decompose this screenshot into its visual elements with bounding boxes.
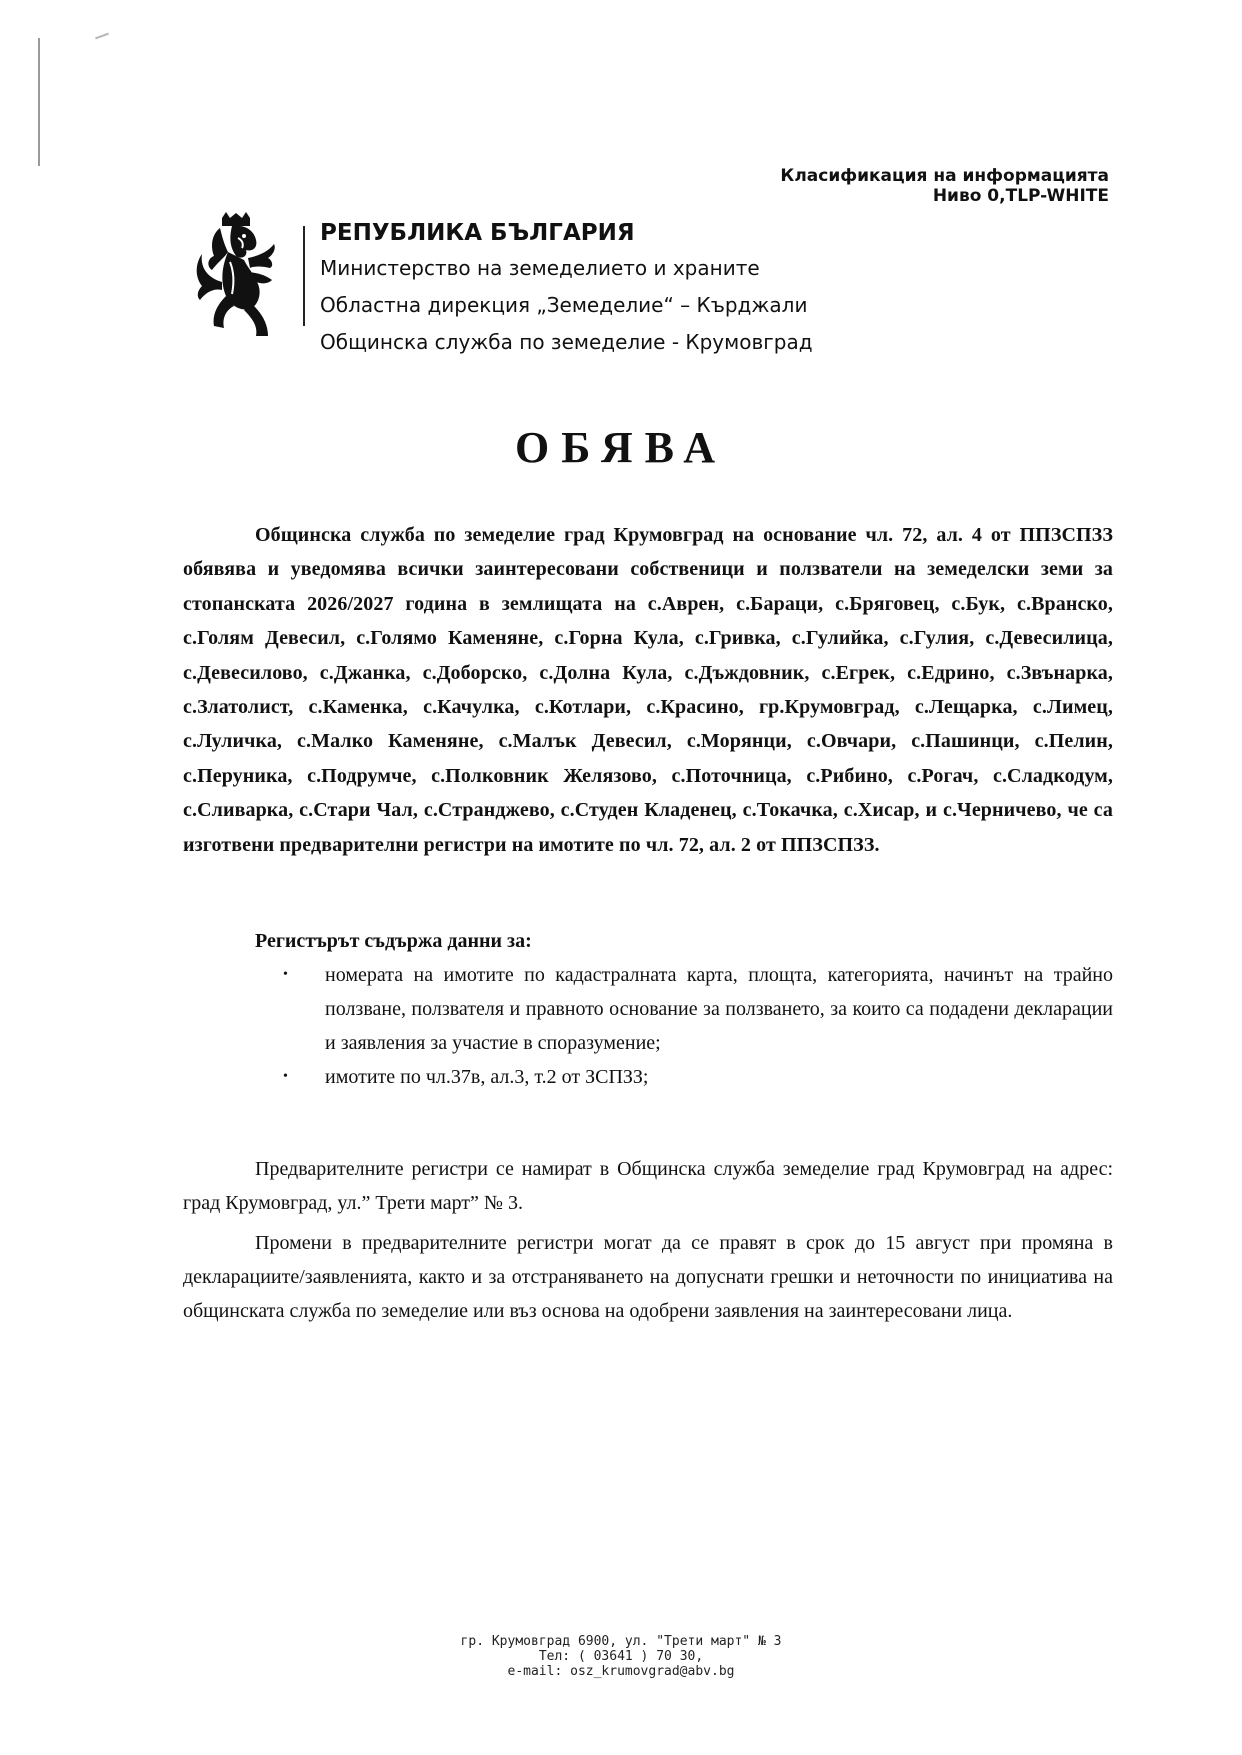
scan-speck [95, 33, 109, 40]
ministry-name: Министерство на земеделието и храните [320, 256, 760, 280]
register-list [183, 958, 1113, 1094]
footer-address: гр. Крумовград 6900, ул. "Трети март" № 3 [460, 1634, 782, 1649]
municipal-service: Общинска служба по земеделие - Крумовград [320, 330, 813, 354]
footer-contacts [0, 1634, 1242, 1679]
list-item [283, 1060, 1113, 1094]
regional-directorate: Областна дирекция „Земеделие“ – Кърджали [320, 293, 808, 317]
lion-coat-of-arms-icon [192, 212, 280, 338]
republic-name: РЕПУБЛИКА БЪЛГАРИЯ [320, 220, 635, 246]
announcement-paragraph: Общинска служба по земеделие град Крумовград на основание чл. 72, ал. 4 от ППЗСПЗЗ обявява и уведомява всички заинтересовани собственици и ползватели на земеделски земи за стопанската 2026/2027 година в землищата на с.Аврен, с.Бараци, с.Бряговец, с.Бук, с.Вранско, с.Голям Девесил, с.Голямо Каменяне, с.Горна Кула, с.Гривка, с.Гулийка, с.Гулия, с.Девесилица, с.Девесилово, с.Джанка, с.Доборско, с.Долна Кула, с.Дъждовник, с.Егрек, с.Едрино, с.Звънарка, с.Златолист, с.Каменка, с.Качулка, с.Котлари, с.Красино, гр.Крумовград, с.Лещарка, с.Лимец, с.Луличка, с.Малко Каменяне, с.Малък Девесил, с.Морянци, с.Овчари, с.Пашинци, с.Пелин, с.Перуника, с.Подрумче, с.Полковник Желязово, с.Поточница, с.Рибино, с.Рогач, с.Сладкодум, с.Сливарка, с.Стари Чал, с.Странджево, с.Студен Кладенец, с.Токачка, с.Хисар, и с.Черничево, че са изготвени предварителни регистри на имотите по чл. 72, ал. 2 от ППЗСПЗЗ. [183, 524, 1113, 856]
document-title: ОБЯВА [515, 423, 727, 472]
footer-email: e-mail: osz_krumovgrad@abv.bg [507, 1664, 735, 1679]
classification-label: Класификация на информацията [780, 166, 1109, 186]
classification-level: Ниво 0,TLP-WHITE [932, 186, 1109, 206]
header-divider [303, 226, 305, 326]
classification-block [780, 166, 1109, 206]
register-heading: Регистърът съдържа данни за: [255, 930, 532, 953]
list-item [283, 958, 1113, 1060]
scan-edge-mark [38, 38, 40, 166]
changes-paragraph: Промени в предварителните регистри могат да се правят в срок до 15 август при промяна в декларациите/заявленията, както и за отстраняването на допуснати грешки и неточности по инициатива на общинската служба по земеделие или въз основа на одобрени заявления на заинтересовани лица. [183, 1232, 1113, 1323]
document-body [183, 518, 1113, 1328]
institution-header [320, 216, 813, 361]
list-item-text: номерата на имотите по кадастралната карта, площта, категорията, начинът на трайно ползване, ползвателя и правното основание за ползването, за които са подадени декларации и заявления за участие в споразумение; [325, 964, 1113, 1055]
bullet-icon: • [283, 1069, 288, 1085]
location-paragraph: Предварителните регистри се намират в Общинска служба земеделие град Крумовград на адрес: град Крумовград, ул.” Трети март” № 3. [183, 1158, 1113, 1215]
list-item-text: имотите по чл.37в, ал.3, т.2 от ЗСПЗЗ; [325, 1066, 649, 1089]
bullet-icon: • [283, 967, 288, 983]
footer-phone: Тел: ( 03641 ) 70 30, [538, 1649, 704, 1664]
